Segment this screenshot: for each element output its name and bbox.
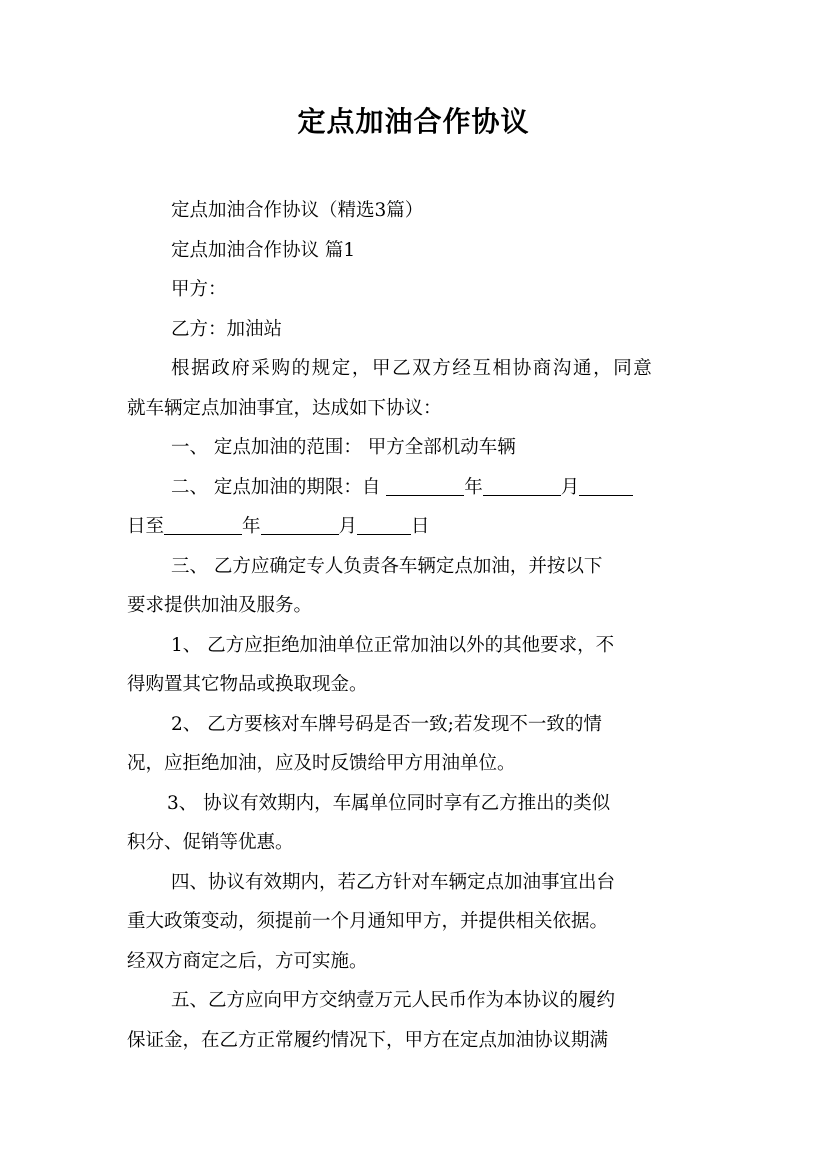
clause-2-text: 二、 定点加油的期限：自 bbox=[171, 476, 381, 498]
blank-end-year bbox=[164, 516, 242, 535]
clause-5-line-2: 保证金，在乙方正常履约情况下，甲方在定点加油协议期满 bbox=[127, 1029, 609, 1051]
label-year: 年 bbox=[464, 476, 483, 498]
paragraph-party-b: 乙方：加油站 bbox=[171, 318, 283, 340]
blank-end-month bbox=[261, 516, 339, 535]
clause-5-line-1: 五、乙方应向甲方交纳壹万元人民币作为本协议的履约 bbox=[171, 990, 616, 1011]
paragraph-party-a: 甲方： bbox=[171, 279, 227, 300]
clause-4-line-2: 重大政策变动，须提前一个月通知甲方，并提供相关依据。 bbox=[127, 911, 609, 932]
blank-end-day bbox=[357, 516, 411, 535]
clause-3-line-2: 要求提供加油及服务。 bbox=[127, 595, 313, 616]
label-day-to: 日至 bbox=[127, 516, 165, 537]
paragraph-part-heading: 定点加油合作协议 篇1 bbox=[171, 239, 356, 261]
paragraph-intro-line-1: 根据政府采购的规定，甲乙双方经互相协商沟通，同意 bbox=[171, 358, 654, 379]
label-month-end: 月 bbox=[338, 516, 358, 537]
clause-3-2-line-1: 2、 乙方要核对车牌号码是否一致;若发现不一致的情 bbox=[171, 713, 602, 735]
clause-2-period-line-2 bbox=[127, 507, 705, 547]
clause-3-1-line-1: 1、 乙方应拒绝加油单位正常加油以外的其他要求，不 bbox=[171, 634, 615, 656]
clause-4-line-3: 经双方商定之后，方可实施。 bbox=[127, 950, 368, 972]
clause-3-line-1: 三、 乙方应确定专人负责各车辆定点加油，并按以下 bbox=[171, 555, 603, 577]
clause-3-3-line-1: 3、 协议有效期内，车属单位同时享有乙方推出的类似 bbox=[167, 792, 611, 814]
clause-3-3-line-2: 积分、促销等优惠。 bbox=[127, 832, 294, 853]
clause-1-scope: 一、 定点加油的范围： 甲方全部机动车辆 bbox=[171, 437, 516, 458]
label-year-end: 年 bbox=[242, 516, 261, 537]
clause-3-2-line-2: 况，应拒绝加油，应及时反馈给甲方用油单位。 bbox=[127, 753, 516, 774]
clause-3-1-line-2: 得购置其它物品或换取现金。 bbox=[127, 674, 368, 695]
clause-2-period-line-1 bbox=[127, 468, 705, 508]
document-title: 定点加油合作协议 bbox=[297, 105, 530, 138]
blank-start-year bbox=[386, 477, 464, 496]
blank-start-day bbox=[579, 477, 633, 496]
document-body bbox=[127, 191, 705, 1060]
label-month: 月 bbox=[560, 476, 580, 498]
label-day-end: 日 bbox=[411, 516, 430, 537]
paragraph-subtitle: 定点加油合作协议（精选3篇） bbox=[171, 200, 424, 221]
clause-4-line-1: 四、协议有效期内，若乙方针对车辆定点加油事宜出台 bbox=[171, 871, 616, 893]
blank-start-month bbox=[483, 477, 561, 496]
paragraph-intro-line-2: 就车辆定点加油事宜，达成如下协议： bbox=[127, 397, 442, 419]
